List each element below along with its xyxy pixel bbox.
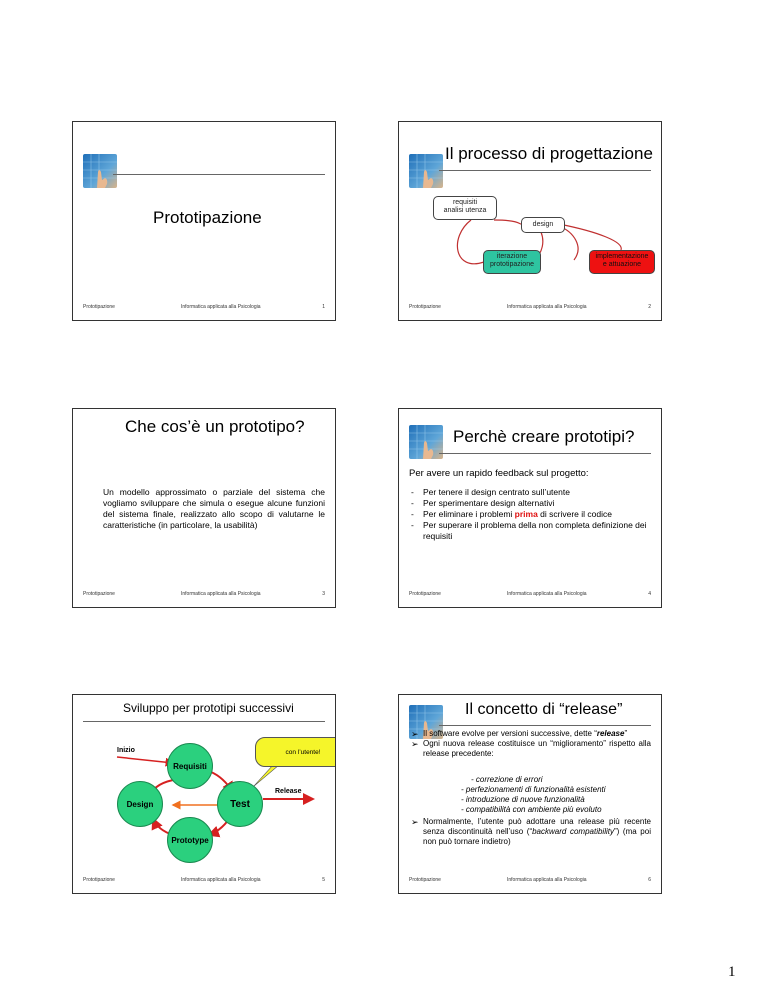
bullet-text: ” <box>624 729 628 738</box>
slide-title: Perchè creare prototipi? <box>453 427 635 446</box>
slide-title: Sviluppo per prototipi successivi <box>123 701 294 715</box>
footer-center: Informatica applicata alla Psicologia <box>507 877 587 883</box>
bullet-emphasis: prima <box>514 509 538 519</box>
box-iterazione <box>483 250 541 274</box>
bullet-item <box>411 729 651 739</box>
callout-text: con l’utente! <box>285 748 321 756</box>
box-requisiti <box>433 196 497 220</box>
footer-center: Informatica applicata alla Psicologia <box>507 591 587 597</box>
footer-left: Prototipazione <box>409 591 441 597</box>
logo-hand-icon <box>409 425 443 459</box>
slide-3 <box>72 408 336 608</box>
slide-footer <box>83 304 325 314</box>
bullet-item: - Per superare il problema della non completa definizione dei requisiti <box>411 520 651 542</box>
bullet-emphasis: backward compatibility <box>532 827 614 836</box>
circle-prototype <box>167 817 213 863</box>
slide-6 <box>398 694 662 894</box>
bullet-list <box>411 487 651 542</box>
bullet-item <box>411 817 651 847</box>
footer-center: Informatica applicata alla Psicologia <box>181 877 261 883</box>
label-inizio: Inizio <box>117 747 135 754</box>
circle-requisiti-label: Requisiti <box>173 761 207 771</box>
slide-title: Che cos’è un prototipo? <box>125 417 305 436</box>
slide-number: 4 <box>648 591 651 597</box>
box-implementazione-line2: e attuazione <box>602 261 642 268</box>
bullet-list <box>411 729 651 759</box>
page-number: 1 <box>728 964 736 980</box>
title-divider <box>439 453 651 454</box>
sub-item: - introduzione di nuove funzionalità <box>461 795 585 804</box>
footer-left: Prototipazione <box>83 877 115 883</box>
callout-bubble <box>255 737 336 767</box>
footer-center: Informatica applicata alla Psicologia <box>507 304 587 310</box>
box-design-label: design <box>532 221 554 228</box>
circle-prototype-label: Prototype <box>171 835 209 845</box>
box-implementazione <box>589 250 655 274</box>
slide-title: Prototipazione <box>153 208 262 227</box>
slide-footer <box>409 304 651 314</box>
box-requisiti-line2: analisi utenza <box>443 207 487 214</box>
bullet-text: Il software evolve per versioni successive, dette “ <box>423 729 597 738</box>
footer-center: Informatica applicata alla Psicologia <box>181 591 261 597</box>
footer-left: Prototipazione <box>409 304 441 310</box>
bullet-text: Normalmente, l’utente può adottare una release più recente senza discontinuità nell’uso (“ <box>423 817 651 836</box>
slide-title: Il processo di progettazione <box>445 144 653 163</box>
label-release: Release <box>275 788 302 795</box>
circle-design <box>117 781 163 827</box>
slide-1 <box>72 121 336 321</box>
title-divider <box>439 725 651 726</box>
circle-test-label: Test <box>230 798 250 810</box>
bullet-text: ”) (ma poi non può tornare indietro) <box>423 827 651 846</box>
circle-requisiti <box>167 743 213 789</box>
slide-title: Il concetto di “release” <box>465 701 623 718</box>
box-implementazione-line1: implementazione <box>595 253 649 260</box>
slide-number: 5 <box>322 877 325 883</box>
slide-footer <box>409 591 651 601</box>
slide-number: 3 <box>322 591 325 597</box>
footer-center: Informatica applicata alla Psicologia <box>181 304 261 310</box>
slide-footer <box>409 877 651 887</box>
sub-list <box>461 775 606 815</box>
slide-number: 6 <box>648 877 651 883</box>
slide-footer <box>83 877 325 887</box>
slide-body: Un modello approssimato o parziale del sistema che vogliamo sviluppare che simula o esegue alcune funzioni del sistema finale, realizzato allo scopo di valutarne le caratteristiche (in particolare, la usabilità) <box>103 487 325 530</box>
bullet-item: - Per tenere il design centrato sull’utente <box>411 487 651 498</box>
bullet-item: - Per sperimentare design alternativi <box>411 498 651 509</box>
logo-hand-icon <box>83 154 117 188</box>
slide-4 <box>398 408 662 608</box>
slide-number: 2 <box>648 304 651 310</box>
slide-number: 1 <box>322 304 325 310</box>
bullet-text: Per eliminare i problemi <box>423 509 515 519</box>
slide-footer <box>83 591 325 601</box>
footer-left: Prototipazione <box>83 591 115 597</box>
bullet-item: ➢ Ogni nuova release costituisce un “miglioramento” rispetto alla release precedente: <box>411 739 651 759</box>
sub-item: - correzione di errori <box>471 775 543 784</box>
bullet-emphasis: release <box>596 729 625 738</box>
box-iterazione-line2: prototipazione <box>490 261 534 268</box>
sub-item: - perfezionamenti di funzionalità esistenti <box>461 785 606 794</box>
bullet-item <box>411 509 651 520</box>
circle-design-label: Design <box>126 799 154 809</box>
title-divider <box>113 174 325 175</box>
slide-2 <box>398 121 662 321</box>
box-requisiti-line1: requisiti <box>452 199 478 206</box>
footer-left: Prototipazione <box>83 304 115 310</box>
box-iterazione-line1: iterazione <box>496 253 528 260</box>
slide-intro: Per avere un rapido feedback sul progetto: <box>409 468 589 479</box>
bullet-text: di scrivere il codice <box>537 509 612 519</box>
sub-item: - compatibilità con ambiente più evoluto <box>461 805 602 814</box>
slide-5 <box>72 694 336 894</box>
footer-left: Prototipazione <box>409 877 441 883</box>
circle-test <box>217 781 263 827</box>
box-design <box>521 217 565 233</box>
bullet-list-2 <box>411 817 651 847</box>
